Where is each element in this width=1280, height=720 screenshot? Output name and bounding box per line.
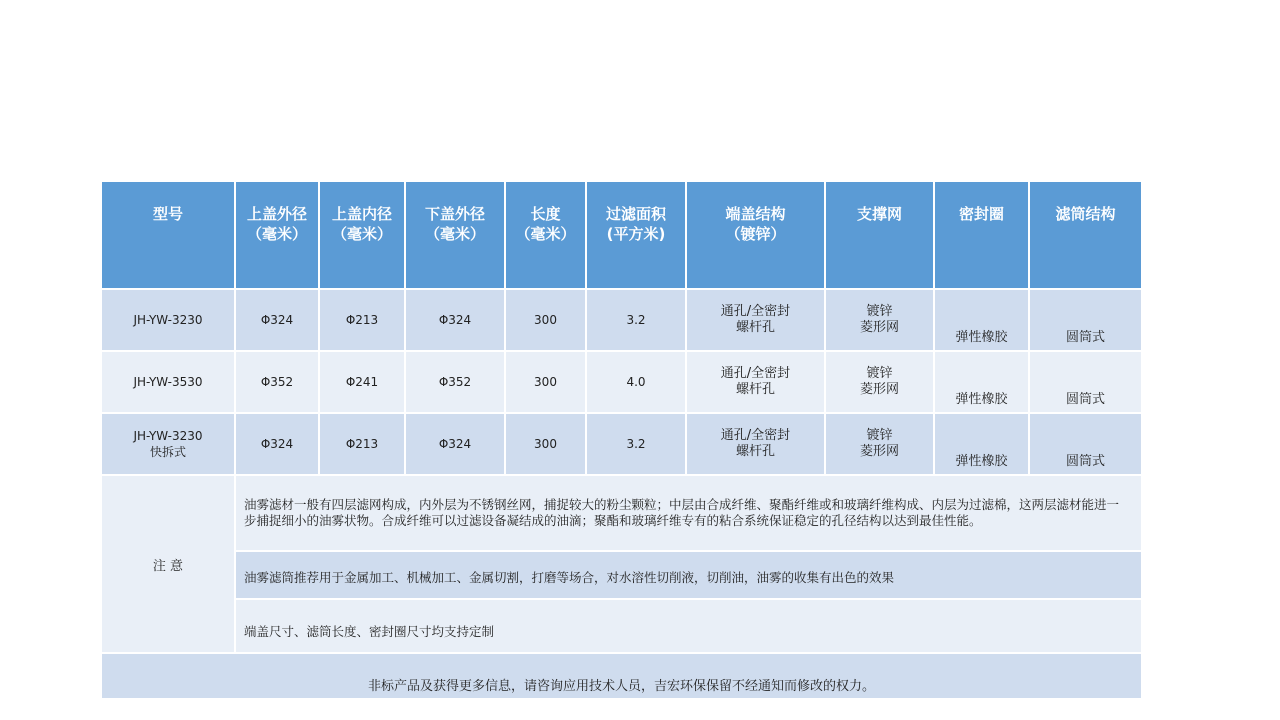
cell-length: 300 — [505, 351, 586, 413]
header-model: 型号 — [101, 181, 235, 289]
cell-area: 4.0 — [586, 351, 686, 413]
table-row — [101, 413, 1142, 475]
cell-mesh: 镀锌 菱形网 — [825, 289, 934, 351]
header-row — [101, 181, 1142, 289]
cell-end-cap: 通孔/全密封 螺杆孔 — [686, 289, 825, 351]
cell-mesh: 镀锌 菱形网 — [825, 413, 934, 475]
cell-end-cap: 通孔/全密封 螺杆孔 — [686, 351, 825, 413]
cell-model: JH-YW-3530 — [101, 351, 235, 413]
cell-top-outer: Φ324 — [235, 289, 319, 351]
header-length: 长度 （毫米） — [505, 181, 586, 289]
notes-row-1 — [101, 475, 1142, 551]
header-structure: 滤筒结构 — [1029, 181, 1142, 289]
notes-row-3 — [101, 599, 1142, 653]
header-end-cap: 端盖结构 （镀锌） — [686, 181, 825, 289]
header-bottom-outer: 下盖外径 （毫米） — [405, 181, 505, 289]
cell-seal: 弹性橡胶 — [934, 413, 1029, 475]
notes-label: 注 意 — [101, 475, 235, 653]
cell-end-cap: 通孔/全密封 螺杆孔 — [686, 413, 825, 475]
notes-row-2 — [101, 551, 1142, 599]
spec-table — [100, 180, 1143, 700]
cell-top-inner: Φ213 — [319, 289, 405, 351]
table-row — [101, 351, 1142, 413]
table-row — [101, 289, 1142, 351]
cell-top-outer: Φ352 — [235, 351, 319, 413]
note-text-3: 端盖尺寸、滤筒长度、密封圈尺寸均支持定制 — [235, 599, 1142, 653]
cell-length: 300 — [505, 289, 586, 351]
header-mesh: 支撑网 — [825, 181, 934, 289]
cell-top-inner: Φ241 — [319, 351, 405, 413]
cell-model: JH-YW-3230 快拆式 — [101, 413, 235, 475]
header-seal: 密封圈 — [934, 181, 1029, 289]
cell-seal: 弹性橡胶 — [934, 289, 1029, 351]
cell-area: 3.2 — [586, 289, 686, 351]
cell-length: 300 — [505, 413, 586, 475]
note-text-1: 油雾滤材一般有四层滤网构成，内外层为不锈钢丝网，捕捉较大的粉尘颗粒；中层由合成纤维、聚酯纤维或和玻璃纤维构成、内层为过滤棉，这两层滤材能进一步捕捉细小的油雾状物。合成纤维可以过滤设备凝结成的油滴；聚酯和玻璃纤维专有的粘合系统保证稳定的孔径结构以达到最佳性能。 — [235, 475, 1142, 551]
cell-bottom-outer: Φ324 — [405, 413, 505, 475]
cell-area: 3.2 — [586, 413, 686, 475]
cell-top-inner: Φ213 — [319, 413, 405, 475]
cell-structure: 圆筒式 — [1029, 289, 1142, 351]
cell-structure: 圆筒式 — [1029, 413, 1142, 475]
header-area: 过滤面积 (平方米) — [586, 181, 686, 289]
note-text-2: 油雾滤筒推荐用于金属加工、机械加工、金属切割，打磨等场合，对水溶性切削液，切削油，油雾的收集有出色的效果 — [235, 551, 1142, 599]
footer-row — [101, 653, 1142, 699]
cell-seal: 弹性橡胶 — [934, 351, 1029, 413]
cell-mesh: 镀锌 菱形网 — [825, 351, 934, 413]
cell-top-outer: Φ324 — [235, 413, 319, 475]
cell-structure: 圆筒式 — [1029, 351, 1142, 413]
footer-note: 非标产品及获得更多信息，请咨询应用技术人员，吉宏环保保留不经通知而修改的权力。 — [101, 653, 1142, 699]
header-top-outer: 上盖外径 （毫米） — [235, 181, 319, 289]
header-top-inner: 上盖内径 （毫米） — [319, 181, 405, 289]
cell-bottom-outer: Φ352 — [405, 351, 505, 413]
cell-model: JH-YW-3230 — [101, 289, 235, 351]
cell-bottom-outer: Φ324 — [405, 289, 505, 351]
